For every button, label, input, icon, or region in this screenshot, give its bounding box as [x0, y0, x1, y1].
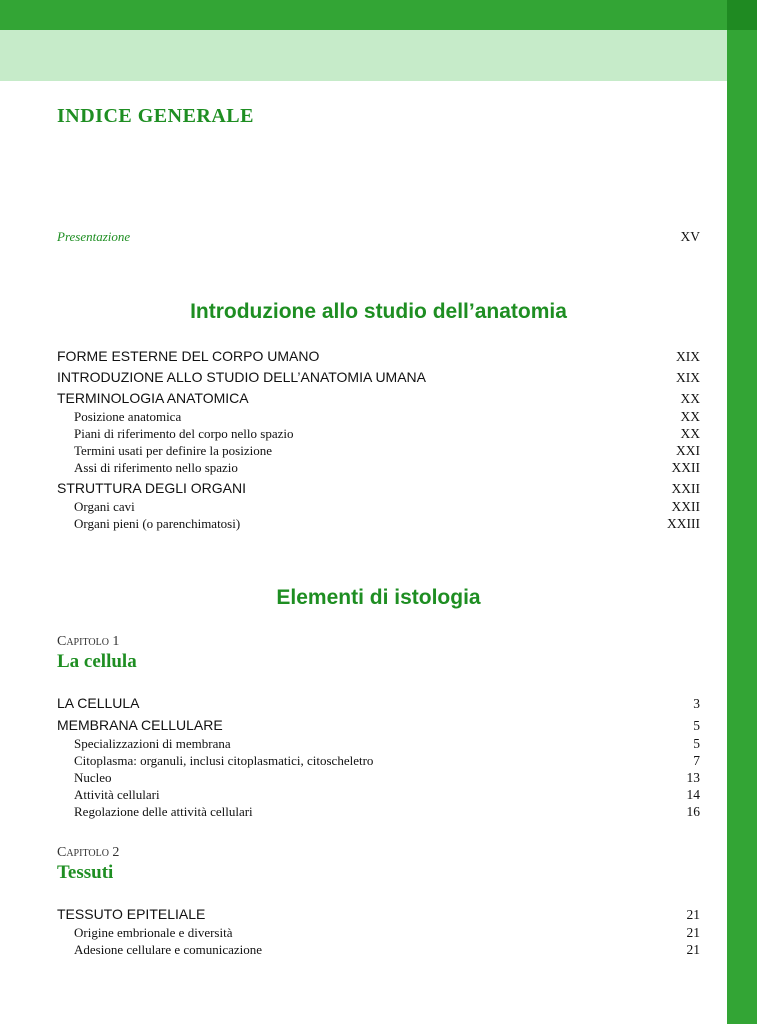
- toc-entry-page: 13: [686, 770, 700, 785]
- toc-entry-label: TERMINOLOGIA ANATOMICA: [57, 390, 249, 406]
- toc-entry-page: XXI: [676, 443, 700, 458]
- chapter-label: Capitolo 2: [57, 845, 120, 860]
- toc-entry-page: 5: [693, 736, 700, 751]
- toc-subentry[interactable]: [74, 804, 700, 820]
- side-color-bar: [727, 0, 757, 1024]
- toc-entry-page: XX: [680, 409, 700, 424]
- toc-entry-page: 5: [693, 718, 700, 733]
- toc-entry[interactable]: [57, 348, 700, 365]
- toc-entry-label: INTRODUZIONE ALLO STUDIO DELL’ANATOMIA UMANA: [57, 369, 426, 385]
- top-color-bar: [0, 0, 757, 30]
- toc-entry-label: Attività cellulari: [74, 787, 160, 802]
- chapter-label: Capitolo 1: [57, 634, 120, 649]
- page-title: INDICE GENERALE: [57, 105, 254, 127]
- toc-entry-label: TESSUTO EPITELIALE: [57, 906, 206, 922]
- toc-subentry[interactable]: [74, 409, 700, 425]
- toc-entry-page: 21: [686, 907, 700, 922]
- part-title-istologia: Elementi di istologia: [276, 586, 481, 609]
- toc-entry-label: Specializzazioni di membrana: [74, 736, 231, 751]
- toc-entry-label: Organi pieni (o parenchimatosi): [74, 516, 241, 531]
- toc-entry-page: 3: [693, 696, 700, 711]
- toc-subentry[interactable]: [74, 925, 700, 941]
- toc-entry[interactable]: [57, 695, 700, 712]
- toc-subentry[interactable]: [74, 787, 700, 803]
- chapter-title: La cellula: [57, 651, 137, 672]
- toc-subentry[interactable]: [74, 460, 700, 476]
- toc-entry-page: XX: [680, 391, 700, 406]
- toc-subentry[interactable]: [74, 443, 700, 459]
- toc-subentry[interactable]: [74, 942, 700, 958]
- toc-entry-label: STRUTTURA DEGLI ORGANI: [57, 480, 247, 496]
- toc-subentry[interactable]: [74, 516, 700, 532]
- toc-subentry[interactable]: [74, 770, 700, 786]
- toc-entry-label: FORME ESTERNE DEL CORPO UMANO: [57, 348, 320, 364]
- toc-entry[interactable]: [57, 480, 700, 497]
- toc-subentry[interactable]: [74, 753, 700, 769]
- toc-entry-label: Regolazione delle attività cellulari: [74, 804, 253, 819]
- toc-entry-page: XXII: [671, 481, 700, 496]
- toc-entry-label: Citoplasma: organuli, inclusi citoplasmatici, citoscheletro: [74, 753, 374, 768]
- chapter-title: Tessuti: [57, 862, 114, 883]
- toc-entry-page: XXII: [671, 460, 700, 475]
- part-title-introduzione: Introduzione allo studio dell’anatomia: [190, 300, 567, 323]
- toc-entry-page: XXIII: [667, 516, 700, 531]
- toc-entry-label: MEMBRANA CELLULARE: [57, 717, 223, 733]
- toc-entry-label: Termini usati per definire la posizione: [74, 443, 272, 458]
- toc-entry[interactable]: [57, 390, 700, 407]
- toc-entry-label: Organi cavi: [74, 499, 135, 514]
- toc-entry-page: XV: [680, 229, 700, 244]
- toc-entry-label: Assi di riferimento nello spazio: [74, 460, 238, 475]
- toc-entry-page: 16: [686, 804, 700, 819]
- toc-entry-page: XXII: [671, 499, 700, 514]
- toc-entry-page: 7: [693, 753, 700, 768]
- toc-entry-label: Nucleo: [74, 770, 112, 785]
- toc-entry-page: 21: [686, 942, 700, 957]
- toc-entry[interactable]: [57, 906, 700, 923]
- toc-entry[interactable]: [57, 369, 700, 386]
- toc-subentry[interactable]: [74, 499, 700, 515]
- toc-entry-label: Adesione cellulare e comunicazione: [74, 942, 263, 957]
- toc-subentry[interactable]: [74, 426, 700, 442]
- toc-entry-page: XIX: [676, 349, 700, 364]
- header-band: [0, 30, 727, 81]
- toc-entry-presentazione[interactable]: [57, 229, 700, 245]
- toc-entry-page: 14: [686, 787, 700, 802]
- toc-entry-label: Piani di riferimento del corpo nello spazio: [74, 426, 294, 441]
- toc-entry-page: XIX: [676, 370, 700, 385]
- corner-block: [727, 0, 757, 30]
- toc-entry[interactable]: [57, 717, 700, 734]
- toc-entry-label: Presentazione: [57, 229, 131, 244]
- toc-entry-page: XX: [680, 426, 700, 441]
- toc-subentry[interactable]: [74, 736, 700, 752]
- toc-entry-page: 21: [686, 925, 700, 940]
- toc-entry-label: LA CELLULA: [57, 695, 140, 711]
- toc-entry-label: Origine embrionale e diversità: [74, 925, 233, 940]
- toc-entry-label: Posizione anatomica: [74, 409, 182, 424]
